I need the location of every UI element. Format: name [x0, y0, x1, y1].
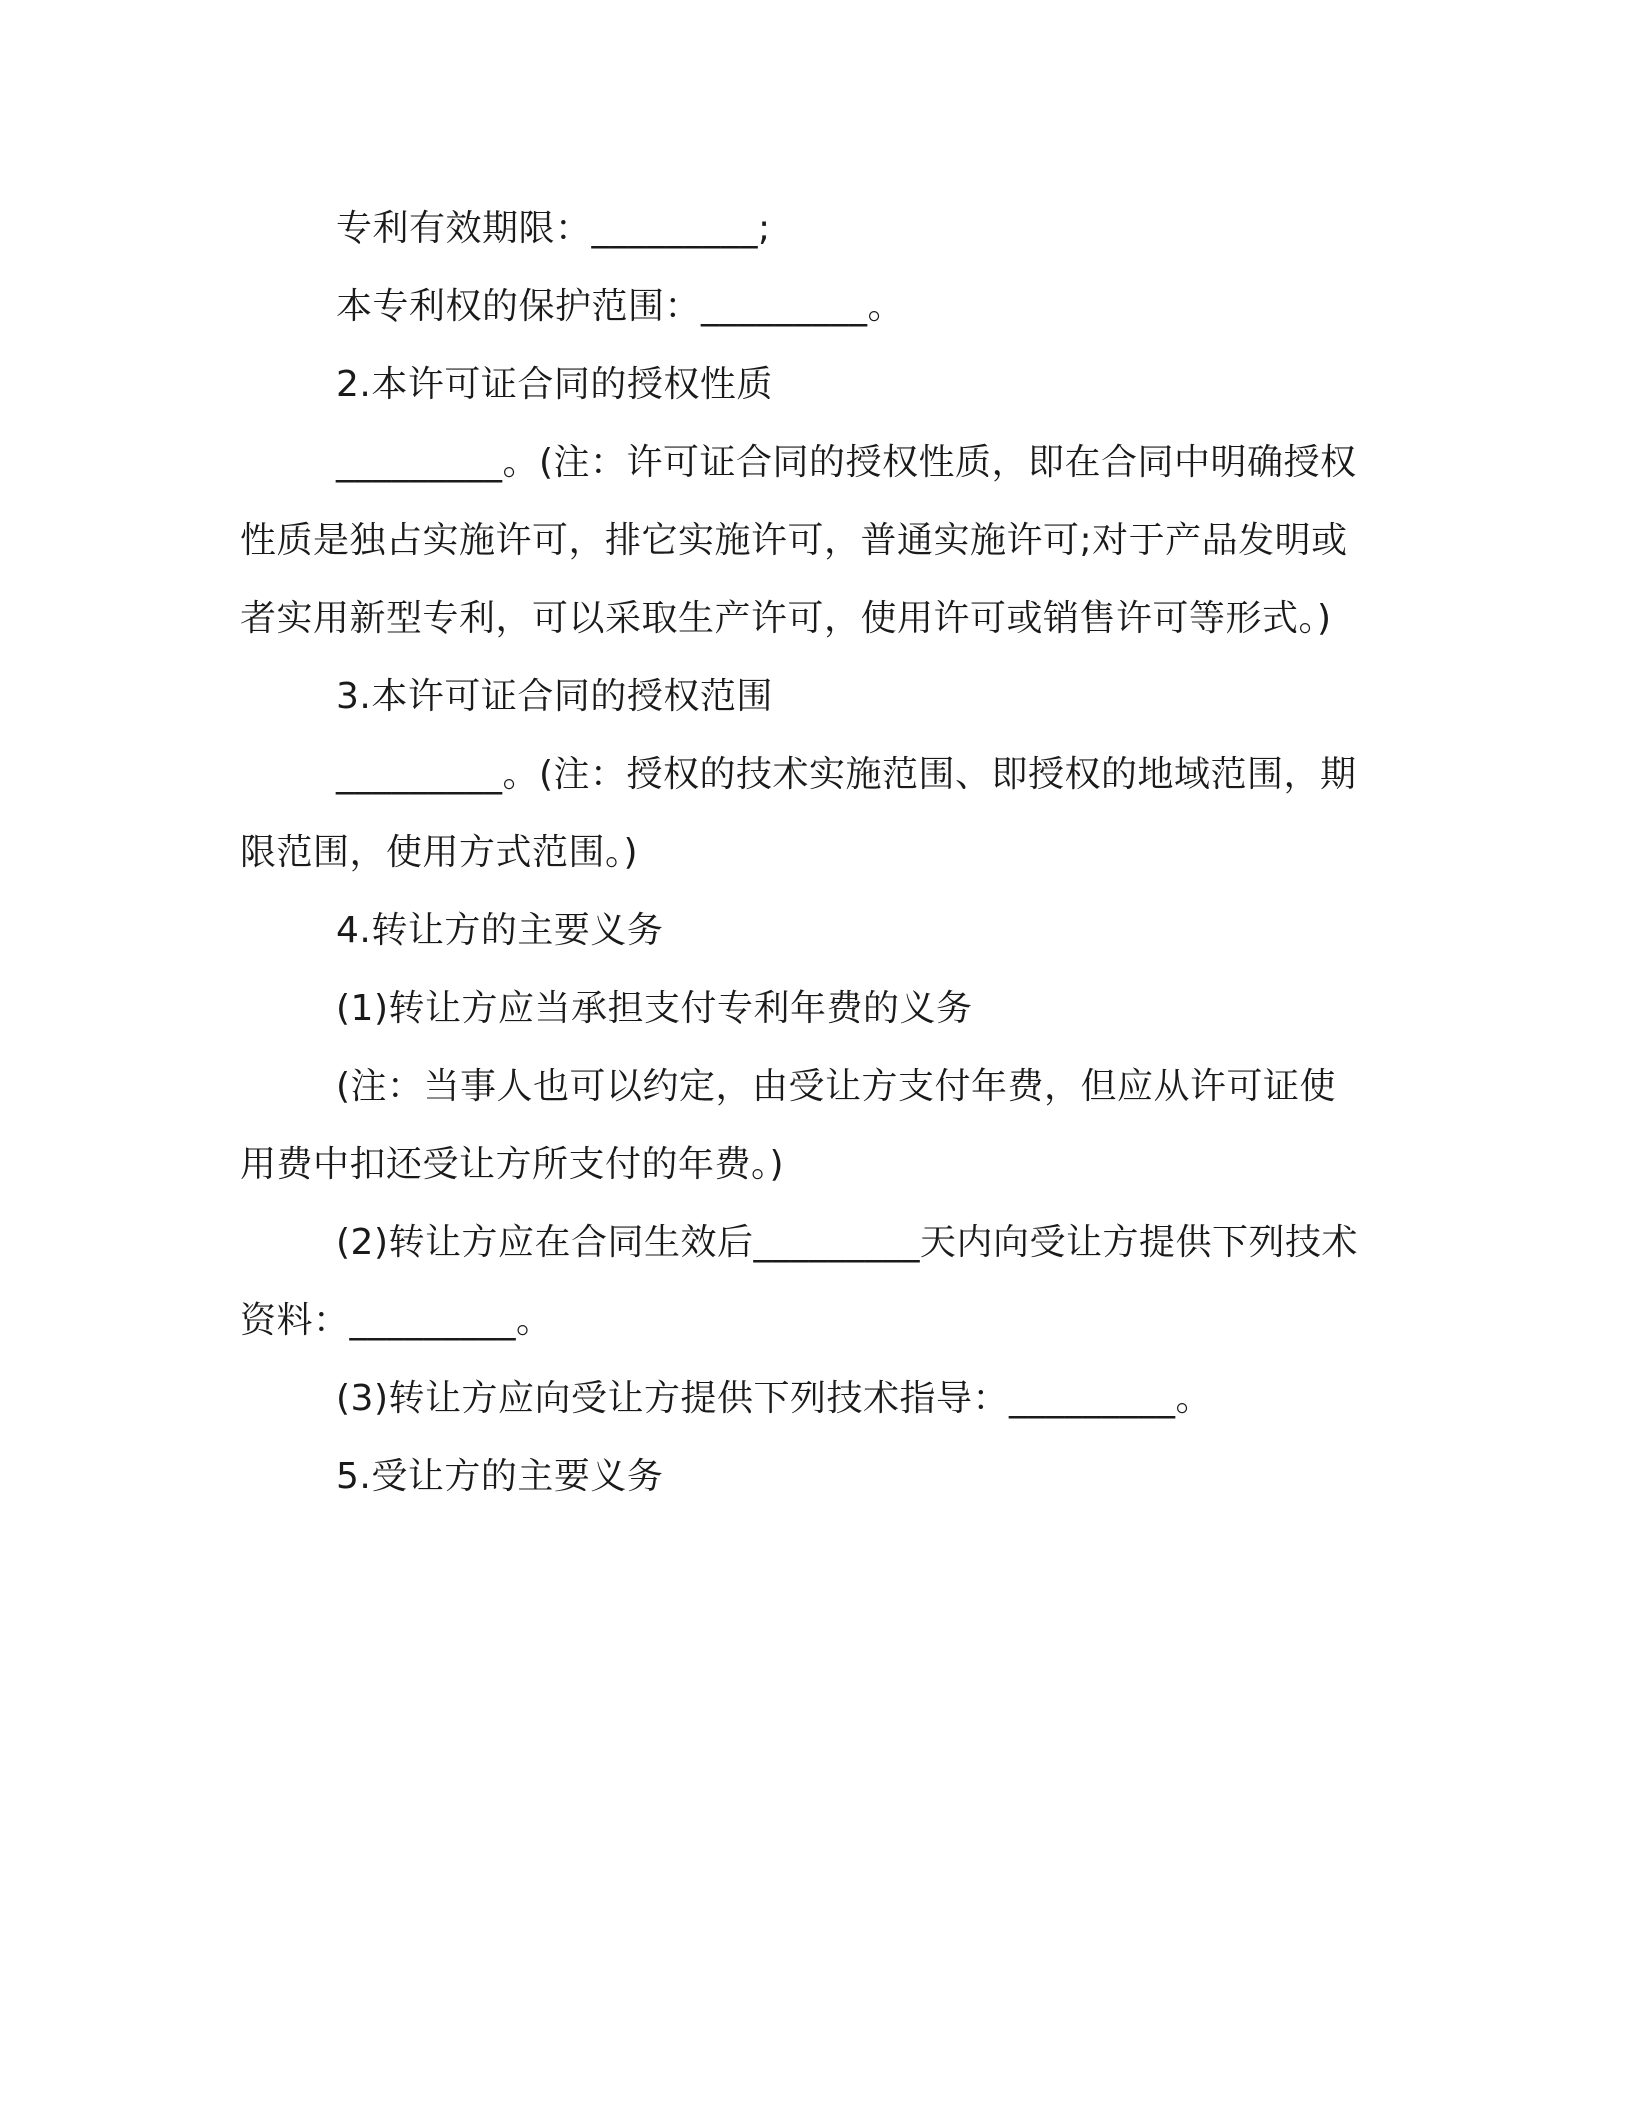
section-4-item-1: (1)转让方应当承担支付专利年费的义务: [336, 988, 973, 1029]
section-4-heading: 4.转让方的主要义务: [336, 910, 664, 951]
section-4-item-1-note: (注：当事人也可以约定，由受让方支付年费，但应从许可证使用费中扣还受让方所支付的年费。): [240, 1066, 1337, 1185]
protection-scope-line: 本专利权的保护范围：_________。: [336, 286, 905, 327]
section-2-heading: 2.本许可证合同的授权性质: [336, 364, 773, 405]
section-2-body: _________。(注：许可证合同的授权性质，即在合同中明确授权性质是独占实施许可，排它实施许可，普通实施许可;对于产品发明或者实用新型专利，可以采取生产许可，使用许可或销售许可等形式。): [240, 442, 1357, 639]
section-3-body: _________。(注：授权的技术实施范围、即授权的地域范围，期限范围，使用方式范围。): [240, 754, 1357, 873]
section-5-heading: 5.受让方的主要义务: [336, 1456, 664, 1497]
patent-validity-line: 专利有效期限：_________;: [336, 208, 771, 249]
section-4-item-3: (3)转让方应向受让方提供下列技术指导：_________。: [336, 1378, 1212, 1419]
section-3-heading: 3.本许可证合同的授权范围: [336, 676, 773, 717]
section-4-item-2: (2)转让方应在合同生效后_________天内向受让方提供下列技术资料：_________。: [240, 1222, 1358, 1341]
document-body: [240, 190, 1370, 1516]
